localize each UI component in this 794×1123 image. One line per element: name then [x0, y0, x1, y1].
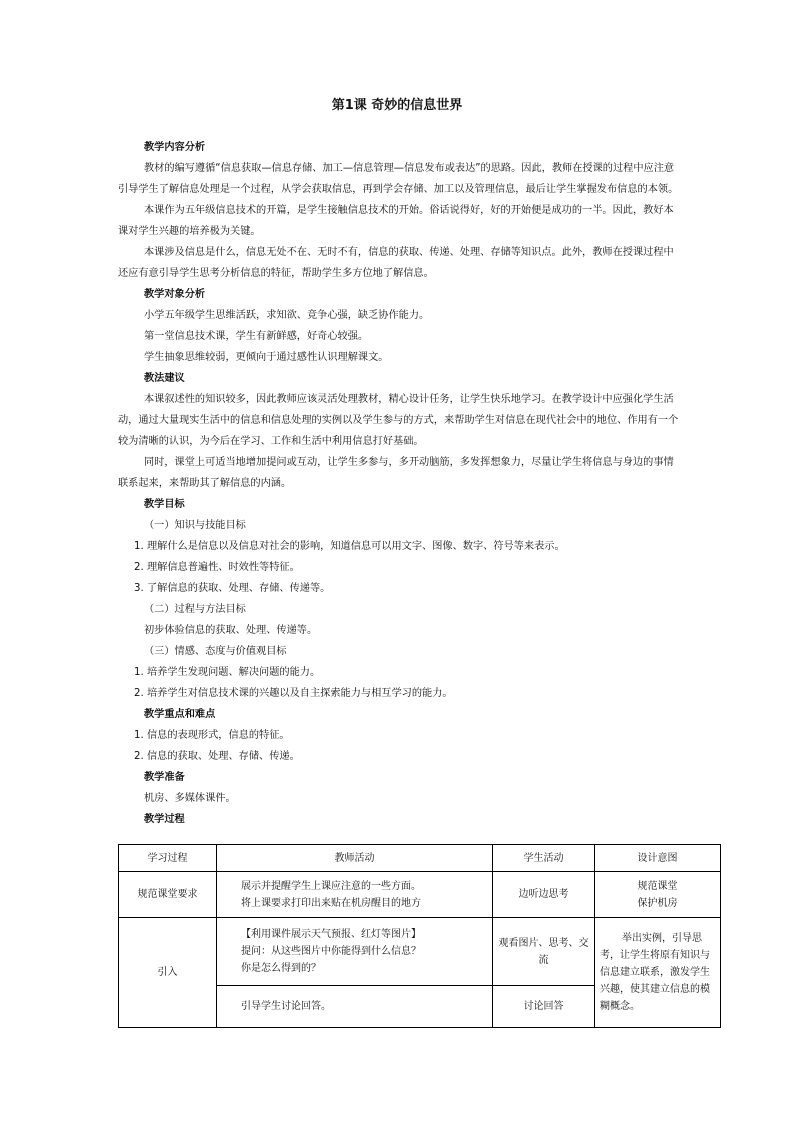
cell-line: 你是怎么得到的？ [241, 963, 321, 974]
cell-line: 提问：从这些图片中你能得到什么信息？ [241, 946, 421, 957]
heading-keypoints: 教学重点和难点 [144, 709, 216, 720]
cell-line: 规范课堂 [637, 880, 678, 892]
table-row [119, 872, 721, 918]
list-item: 2. 培养学生对信息技术课的兴趣以及自主探索能力与相互学习的能力。 [134, 688, 453, 699]
paragraph: 第一堂信息技术课，学生有新鲜感，好奇心较强。 [144, 331, 369, 342]
table-header-cell: 学习过程 [119, 845, 217, 872]
paragraph: 初步体验信息的获取、处理、传递等。 [144, 625, 318, 636]
table-cell-teacher [217, 872, 493, 918]
list-item: 1. 信息的表现形式，信息的特征。 [134, 730, 290, 741]
list-item: 2. 理解信息普遍性、时效性等特征。 [134, 562, 300, 573]
subheading: （一）知识与技能目标 [144, 520, 246, 531]
list-item: 3. 了解信息的获取、处理、存储、传递等。 [134, 583, 331, 594]
table-header-cell: 学生活动 [493, 845, 595, 872]
cell-line: 展示并提醒学生上课应注意的一些方面。 [241, 880, 421, 892]
table-cell-teacher: 引导学生讨论回答。 [217, 986, 493, 1028]
paragraph: 教材的编写遵循“信息获取—信息存储、加工—信息管理—信息发布或表达”的思路。因此，教师在授课的过程中应注意引导学生了解信息处理是一个过程，从学会获取信息，再到学会存储、加工以及管理信息，最后让学生掌握发布信息的本领。 [118, 163, 679, 195]
paragraph: 本课叙述性的知识较多，因此教师应该灵活处理教材，精心设计任务，让学生快乐地学习。在教学设计中应强化学生活动，通过大量现实生活中的信息和信息处理的实例以及学生参与的方式，来帮助学生对信息在现代社会中的地位、作用有一个较为清晰的认识，为今后在学习、工作和生活中利用信息打好基础。 [118, 394, 679, 447]
heading-suggestions: 教法建议 [144, 373, 185, 384]
list-item: 1. 理解什么是信息以及信息对社会的影响，知道信息可以用文字、图像、数字、符号等来表示。 [134, 541, 565, 552]
heading-preparation: 教学准备 [144, 772, 185, 783]
lesson-body [118, 137, 680, 830]
paragraph: 机房、多媒体课件。 [144, 793, 236, 804]
paragraph: 本课涉及信息是什么，信息无处不在、无时不有，信息的获取、传递、处理、存储等知识点。此外，教师在授课过程中还应有意引导学生思考分析信息的特征，帮助学生多方位地了解信息。 [118, 247, 674, 279]
table-header-row [119, 845, 721, 872]
table-cell-stage: 引入 [119, 918, 217, 1028]
list-item: 2. 信息的获取、处理、存储、传递。 [134, 751, 300, 762]
heading-content-analysis: 教学内容分析 [144, 142, 206, 153]
cell-line: 将上课要求打印出来贴在机房醒目的地方 [241, 897, 421, 909]
list-item: 1. 培养学生发现问题、解决问题的能力。 [134, 667, 321, 678]
table-cell-student: 讨论回答 [493, 986, 595, 1028]
cell-line: 【利用课件展示天气预报、红灯等图片】 [241, 929, 421, 940]
heading-process: 教学过程 [144, 814, 185, 825]
cell-line: 保护机房 [637, 897, 678, 909]
paragraph: 学生抽象思维较弱，更倾向于通过感性认识理解课文。 [144, 352, 389, 363]
table-header-cell: 教师活动 [217, 845, 493, 872]
table-cell-teacher [217, 918, 493, 986]
table-header-cell: 设计意图 [595, 845, 721, 872]
paragraph: 同时，课堂上可适当地增加提问或互动，让学生多参与，多开动脑筋，多发挥想象力，尽量让学生将信息与身边的事情联系起来，来帮助其了解信息的内涵。 [118, 457, 674, 489]
paragraph: 小学五年级学生思维活跃，求知欲、竞争心强，缺乏协作能力。 [144, 310, 430, 321]
table-cell-stage: 规范课堂要求 [119, 872, 217, 918]
process-table [118, 844, 721, 1028]
paragraph: 本课作为五年级信息技术的开篇，是学生接触信息技术的开始。俗话说得好，好的开始便是成功的一半。因此，教好本课对学生兴趣的培养极为关键。 [118, 205, 674, 237]
table-cell-intent [595, 872, 721, 918]
subheading: （二）过程与方法目标 [144, 604, 246, 615]
table-cell-student: 观看图片、思考、交流 [493, 918, 595, 986]
subheading: （三）情感、态度与价值观目标 [144, 646, 287, 657]
table-row [119, 918, 721, 986]
table-cell-intent: 举出实例，引导思考，让学生将原有知识与信息建立联系，激发学生兴趣，使其建立信息的模糊概念。 [595, 918, 721, 1028]
heading-learner-analysis: 教学对象分析 [144, 289, 206, 300]
heading-objectives: 教学目标 [144, 499, 185, 510]
table-cell-student: 边听边思考 [493, 872, 595, 918]
lesson-title: 第1课 奇妙的信息世界 [331, 98, 463, 113]
